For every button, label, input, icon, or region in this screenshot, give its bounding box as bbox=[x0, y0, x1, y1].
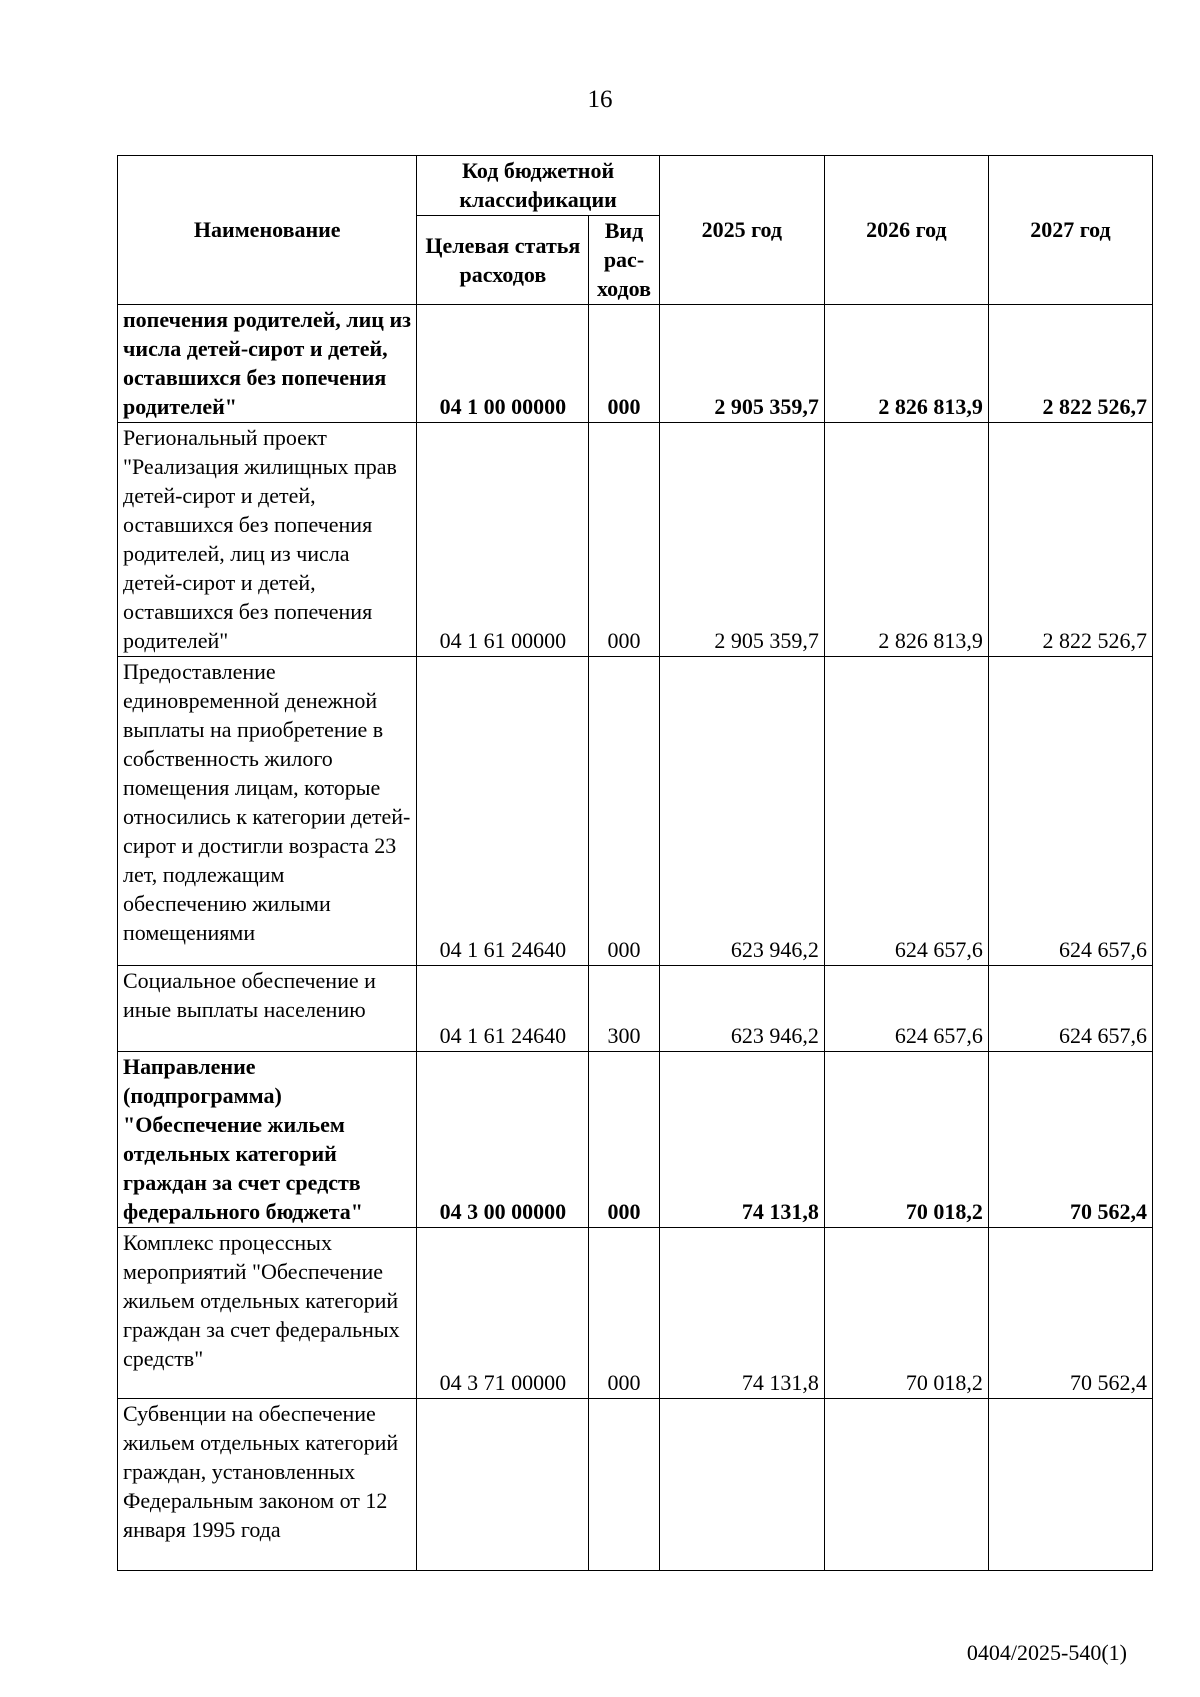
row-2026: 2 826 813,9 bbox=[824, 423, 988, 657]
row-2026: 624 657,6 bbox=[824, 966, 988, 1052]
row-code: 04 1 61 24640 bbox=[417, 966, 589, 1052]
document-id: 0404/2025-540(1) bbox=[966, 1640, 1127, 1665]
row-name: Социальное обеспечение и иные выплаты населению bbox=[118, 966, 417, 1052]
row-2026: 2 826 813,9 bbox=[824, 305, 988, 423]
row-2025: 74 131,8 bbox=[659, 1228, 824, 1399]
row-2025: 623 946,2 bbox=[659, 966, 824, 1052]
table-row bbox=[118, 1399, 1153, 1571]
table-row bbox=[118, 1228, 1153, 1399]
row-2027 bbox=[988, 1399, 1152, 1571]
header-code-group: Код бюджетной классификации bbox=[417, 156, 659, 216]
header-name: Наименование bbox=[118, 156, 417, 305]
row-vid: 300 bbox=[589, 966, 659, 1052]
row-vid: 000 bbox=[589, 423, 659, 657]
row-2025: 74 131,8 bbox=[659, 1052, 824, 1228]
row-2026: 70 018,2 bbox=[824, 1052, 988, 1228]
row-name: Региональный проект "Реализация жилищных прав детей-сирот и детей, оставшихся без попечения родителей, лиц из числа детей-сирот и детей, оставшихся без попечения родителей" bbox=[118, 423, 417, 657]
row-2027: 624 657,6 bbox=[988, 966, 1152, 1052]
table-row bbox=[118, 423, 1153, 657]
table-row bbox=[118, 305, 1153, 423]
row-2025: 2 905 359,7 bbox=[659, 305, 824, 423]
row-2025: 2 905 359,7 bbox=[659, 423, 824, 657]
budget-table bbox=[117, 155, 1153, 1571]
row-vid: 000 bbox=[589, 657, 659, 966]
row-2027: 2 822 526,7 bbox=[988, 423, 1152, 657]
row-2025 bbox=[659, 1399, 824, 1571]
row-vid bbox=[589, 1399, 659, 1571]
row-code bbox=[417, 1399, 589, 1571]
row-vid: 000 bbox=[589, 1228, 659, 1399]
header-2026: 2026 год bbox=[824, 156, 988, 305]
row-code: 04 3 00 00000 bbox=[417, 1052, 589, 1228]
row-code: 04 1 61 00000 bbox=[417, 423, 589, 657]
table-row bbox=[118, 657, 1153, 966]
header-2027: 2027 год bbox=[988, 156, 1152, 305]
row-2027: 70 562,4 bbox=[988, 1228, 1152, 1399]
table-row bbox=[118, 1052, 1153, 1228]
row-2026: 624 657,6 bbox=[824, 657, 988, 966]
row-name: Комплекс процессных мероприятий "Обеспечение жильем отдельных категорий граждан за счет федеральных средств" bbox=[118, 1228, 417, 1399]
header-row-1 bbox=[118, 156, 1153, 216]
row-code: 04 1 00 00000 bbox=[417, 305, 589, 423]
row-2027: 2 822 526,7 bbox=[988, 305, 1152, 423]
header-expense-type: Вид рас-ходов bbox=[589, 216, 659, 305]
row-name: Направление (подпрограмма) "Обеспечение жильем отдельных категорий граждан за счет средств федерального бюджета" bbox=[118, 1052, 417, 1228]
row-name: Предоставление единовременной денежной выплаты на приобретение в собственность жилого помещения лицам, которые относились к категории детей-сирот и достигли возраста 23 лет, подлежащим обеспечению жилыми помещениями bbox=[118, 657, 417, 966]
row-2026: 70 018,2 bbox=[824, 1228, 988, 1399]
header-2025: 2025 год bbox=[659, 156, 824, 305]
row-code: 04 1 61 24640 bbox=[417, 657, 589, 966]
row-vid: 000 bbox=[589, 1052, 659, 1228]
page-number: 16 bbox=[587, 86, 613, 113]
row-2027: 624 657,6 bbox=[988, 657, 1152, 966]
row-2027: 70 562,4 bbox=[988, 1052, 1152, 1228]
row-name: Субвенции на обеспечение жильем отдельных категорий граждан, установленных Федеральным законом от 12 января 1995 года bbox=[118, 1399, 417, 1571]
header-target-article: Целевая статья расходов bbox=[417, 216, 589, 305]
row-2025: 623 946,2 bbox=[659, 657, 824, 966]
table-row bbox=[118, 966, 1153, 1052]
row-2026 bbox=[824, 1399, 988, 1571]
row-code: 04 3 71 00000 bbox=[417, 1228, 589, 1399]
row-name: попечения родителей, лиц из числа детей-сирот и детей, оставшихся без попечения родителей" bbox=[118, 305, 417, 423]
row-vid: 000 bbox=[589, 305, 659, 423]
